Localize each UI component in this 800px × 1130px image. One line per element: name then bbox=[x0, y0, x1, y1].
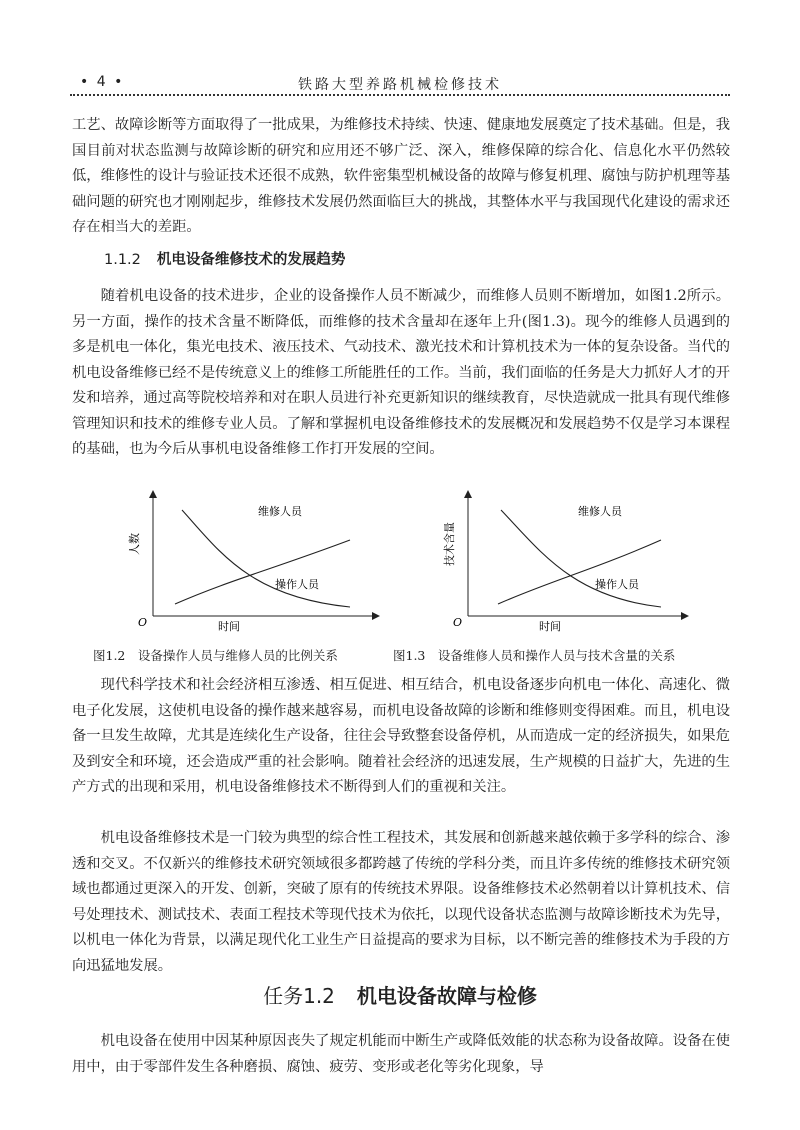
paragraph-continuation: 工艺、故障诊断等方面取得了一批成果，为维修技术持续、快速、健康地发展奠定了技术基础。但是，我国目前对状态监测与故障诊断的研究和应用还不够广泛、深入，维修保障的综合化、信息化水平仍然较低，维修性的设计与验证技术还很不成熟，软件密集型机械设备的故障与修复机理、腐蚀与防护机理等基础问题的研究也才刚刚起步，维修技术发展仍然面临巨大的挑战，其整体水平与我国现代化建设的需求还存在相当大的差距。 bbox=[72, 117, 730, 235]
figure-1-2 bbox=[110, 482, 470, 672]
operator-label: 操作人员 bbox=[595, 578, 639, 591]
operator-curve bbox=[498, 540, 661, 604]
section-title: 机电设备维修技术的发展趋势 bbox=[156, 252, 346, 268]
maintainer-label: 维修人员 bbox=[258, 505, 302, 518]
task-heading bbox=[0, 980, 800, 1009]
task-number: 任务1.2 bbox=[263, 984, 335, 1008]
section-heading bbox=[104, 248, 345, 269]
book-title: 铁路大型养路机械检修技术 bbox=[298, 77, 502, 93]
y-axis-label: 人数 bbox=[128, 533, 141, 555]
figure-1-3 bbox=[423, 482, 783, 672]
y-axis-label: 技术含量 bbox=[443, 522, 456, 566]
figure-1-3-caption: 图1.3 设备维修人员和操作人员与技术含量的关系 bbox=[393, 648, 676, 663]
section-number: 1.1.2 bbox=[104, 252, 141, 268]
x-axis-label: 时间 bbox=[218, 620, 240, 633]
task-title: 机电设备故障与检修 bbox=[356, 984, 537, 1008]
operator-curve bbox=[175, 540, 350, 604]
maintainer-label: 维修人员 bbox=[578, 505, 622, 518]
header-divider bbox=[70, 94, 730, 96]
paragraph-fault-definition: 机电设备在使用中因某种原因丧失了规定机能而中断生产或降低效能的状态称为设备故障。设备在使用中，由于零部件发生各种磨损、腐蚀、疲劳、变形或老化等劣化现象，导 bbox=[72, 1033, 730, 1075]
paragraph-interdisciplinary: 机电设备维修技术是一门较为典型的综合性工程技术，其发展和创新越来越依赖于多学科的综合、渗透和交叉。不仅新兴的维修技术研究领域很多都跨越了传统的学科分类，而且许多传统的维修技术研究领域也都通过更深入的开发、创新，突破了原有的传统技术界限。设备维修技术必然朝着以计算机技术、信号处理技术、测试技术、表面工程技术等现代技术为依托，以现代设备状态监测与故障诊断技术为先导，以机电一体化为背景，以满足现代化工业生产日益提高的要求为目标，以不断完善的维修技术为手段的方向迅猛地发展。 bbox=[72, 830, 730, 974]
figure-1-3-chart bbox=[423, 482, 783, 672]
operator-label: 操作人员 bbox=[275, 578, 319, 591]
origin-label: O bbox=[453, 616, 463, 629]
figure-1-2-caption: 图1.2 设备操作人员与维修人员的比例关系 bbox=[93, 648, 338, 663]
x-axis-label: 时间 bbox=[539, 620, 561, 633]
paragraph-trend: 随着机电设备的技术进步，企业的设备操作人员不断减少，而维修人员则不断增加，如图1.2所示。另一方面，操作的技术含量不断降低，而维修的技术含量却在逐年上升(图1.3)。现今的维修人员遇到的多是机电一体化，集光电技术、液压技术、气动技术、激光技术和计算机技术为一体的复杂设备。当代的机电设备维修已经不是传统意义上的维修工所能胜任的工作。当前，我们面临的任务是大力抓好人才的开发和培养，通过高等院校培养和对在职人员进行补充更新知识的继续教育，尽快造就成一批具有现代维修管理知识和技术的维修专业人员。了解和掌握机电设备维修技术的发展概况和发展趋势不仅是学习本课程的基础，也为今后从事机电设备维修工作打开发展的空间。 bbox=[72, 288, 730, 457]
page-number: • 4 • bbox=[80, 74, 125, 90]
origin-label: O bbox=[138, 616, 148, 629]
paragraph-integration: 现代科学技术和社会经济相互渗透、相互促进、相互结合，机电设备逐步向机电一体化、高速化、微电子化发展，这使机电设备的操作越来越容易，而机电设备故障的诊断和维修则变得困难。而且，机电设备一旦发生故障，尤其是连续化生产设备，往往会导致整套设备停机，从而造成一定的经济损失，如果危及到安全和环境，还会造成严重的社会影响。随着社会经济的迅速发展，生产规模的日益扩大，先进的生产方式的出现和采用，机电设备维修技术不断得到人们的重视和关注。 bbox=[72, 677, 730, 795]
figure-1-2-chart bbox=[110, 482, 470, 672]
maintainer-curve bbox=[182, 510, 350, 607]
running-header bbox=[70, 70, 730, 96]
